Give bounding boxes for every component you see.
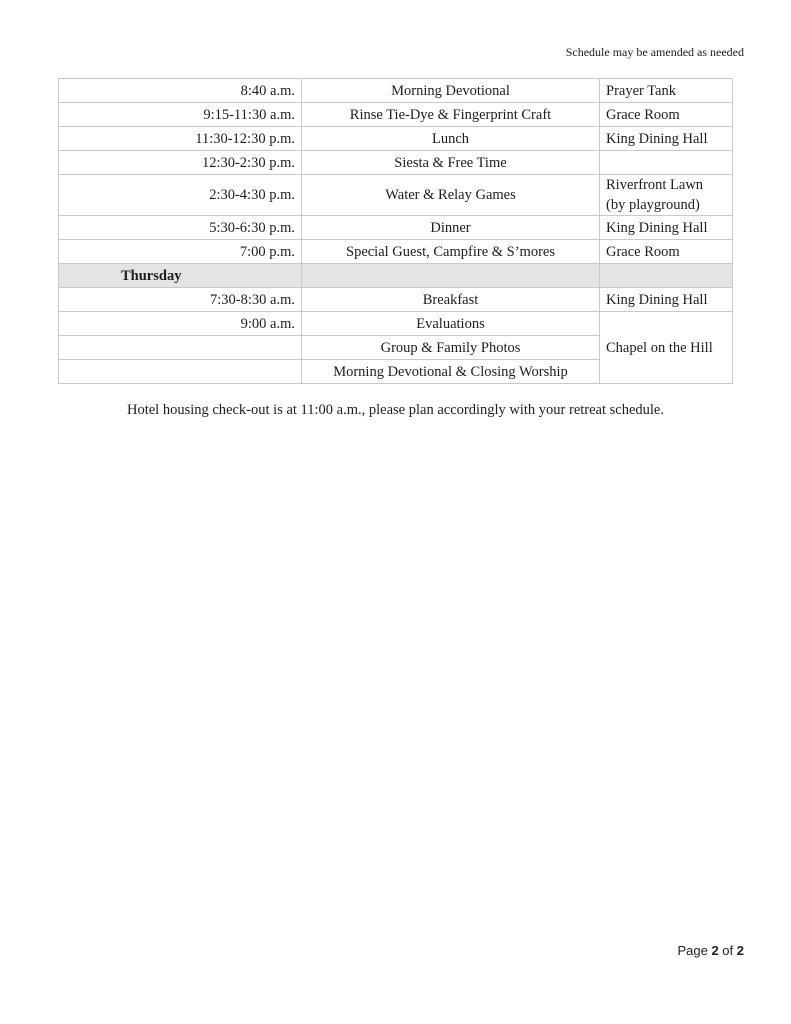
time-cell bbox=[59, 336, 302, 360]
table-row bbox=[59, 175, 733, 216]
location-cell bbox=[600, 264, 733, 288]
table-row bbox=[59, 288, 733, 312]
activity-cell: Rinse Tie-Dye & Fingerprint Craft bbox=[302, 103, 600, 127]
time-cell: 5:30-6:30 p.m. bbox=[59, 216, 302, 240]
activity-cell: Special Guest, Campfire & S’mores bbox=[302, 240, 600, 264]
time-cell: 8:40 a.m. bbox=[59, 79, 302, 103]
page-of: of bbox=[722, 943, 734, 958]
location-cell: Grace Room bbox=[600, 103, 733, 127]
location-cell: King Dining Hall bbox=[600, 127, 733, 151]
table-row bbox=[59, 127, 733, 151]
activity-cell: Dinner bbox=[302, 216, 600, 240]
time-cell: 9:15-11:30 a.m. bbox=[59, 103, 302, 127]
time-cell: 11:30-12:30 p.m. bbox=[59, 127, 302, 151]
page-prefix: Page bbox=[677, 943, 708, 958]
location-line: Riverfront Lawn bbox=[606, 177, 704, 193]
location-cell: King Dining Hall bbox=[600, 216, 733, 240]
table-row bbox=[59, 312, 733, 336]
location-cell: Prayer Tank bbox=[600, 79, 733, 103]
activity-cell: Group & Family Photos bbox=[302, 336, 600, 360]
activity-cell: Evaluations bbox=[302, 312, 600, 336]
table-row bbox=[59, 79, 733, 103]
time-cell: 12:30-2:30 p.m. bbox=[59, 151, 302, 175]
activity-cell: Breakfast bbox=[302, 288, 600, 312]
location-cell bbox=[600, 175, 733, 216]
location-cell: Chapel on the Hill bbox=[600, 312, 733, 384]
schedule-note: Schedule may be amended as needed bbox=[565, 45, 744, 59]
page-number bbox=[677, 943, 744, 958]
page-current: 2 bbox=[711, 943, 719, 958]
schedule-table bbox=[58, 78, 733, 384]
time-cell: 7:00 p.m. bbox=[59, 240, 302, 264]
time-cell: 2:30-4:30 p.m. bbox=[59, 175, 302, 216]
location-line: (by playground) bbox=[606, 197, 700, 213]
location-cell: King Dining Hall bbox=[600, 288, 733, 312]
day-header-row bbox=[59, 264, 733, 288]
table-row bbox=[59, 240, 733, 264]
activity-cell: Morning Devotional & Closing Worship bbox=[302, 360, 600, 384]
activity-cell bbox=[302, 264, 600, 288]
page-total: 2 bbox=[736, 943, 744, 958]
location-cell: Grace Room bbox=[600, 240, 733, 264]
activity-cell: Lunch bbox=[302, 127, 600, 151]
day-label: Thursday bbox=[59, 264, 302, 288]
time-cell: 7:30-8:30 a.m. bbox=[59, 288, 302, 312]
table-row bbox=[59, 103, 733, 127]
table-row bbox=[59, 151, 733, 175]
activity-cell: Morning Devotional bbox=[302, 79, 600, 103]
time-cell: 9:00 a.m. bbox=[59, 312, 302, 336]
activity-cell: Siesta & Free Time bbox=[302, 151, 600, 175]
table-row bbox=[59, 216, 733, 240]
time-cell bbox=[59, 360, 302, 384]
checkout-note: Hotel housing check-out is at 11:00 a.m., please plan accordingly with your retreat schedule. bbox=[126, 402, 664, 418]
activity-cell: Water & Relay Games bbox=[302, 175, 600, 216]
location-cell bbox=[600, 151, 733, 175]
